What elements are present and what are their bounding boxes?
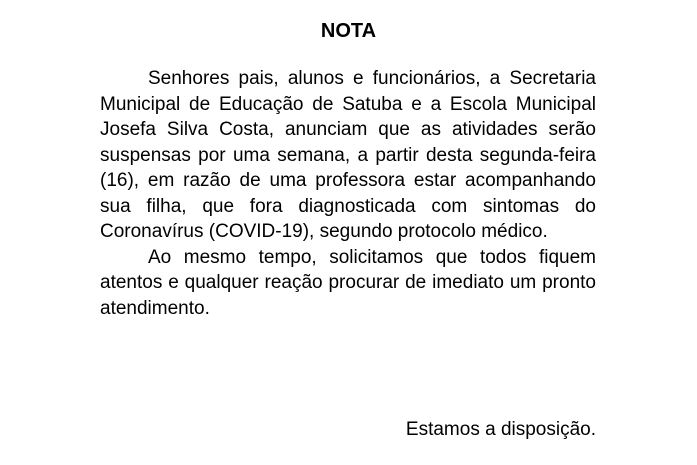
closing-line: Estamos a disposição. <box>405 419 596 440</box>
paragraph-announcement: Senhores pais, alunos e funcionários, a Secretaria Municipal de Educação de Satuba e a Escola Municipal Josefa Silva Costa, anunciam que as atividades serão suspensas por uma semana, a partir desta segunda-feira (16), em razão de uma professora estar acompanhando sua filha, que fora diagnosticada com sintomas do Coronavírus (COVID-19), segundo protocolo médico. <box>100 68 596 242</box>
note-body <box>100 66 596 321</box>
paragraph-request: Ao mesmo tempo, solicitamos que todos fiquem atentos e qualquer reação procurar de imediato um pronto atendimento. <box>100 246 596 319</box>
document-title: NOTA <box>320 20 377 42</box>
